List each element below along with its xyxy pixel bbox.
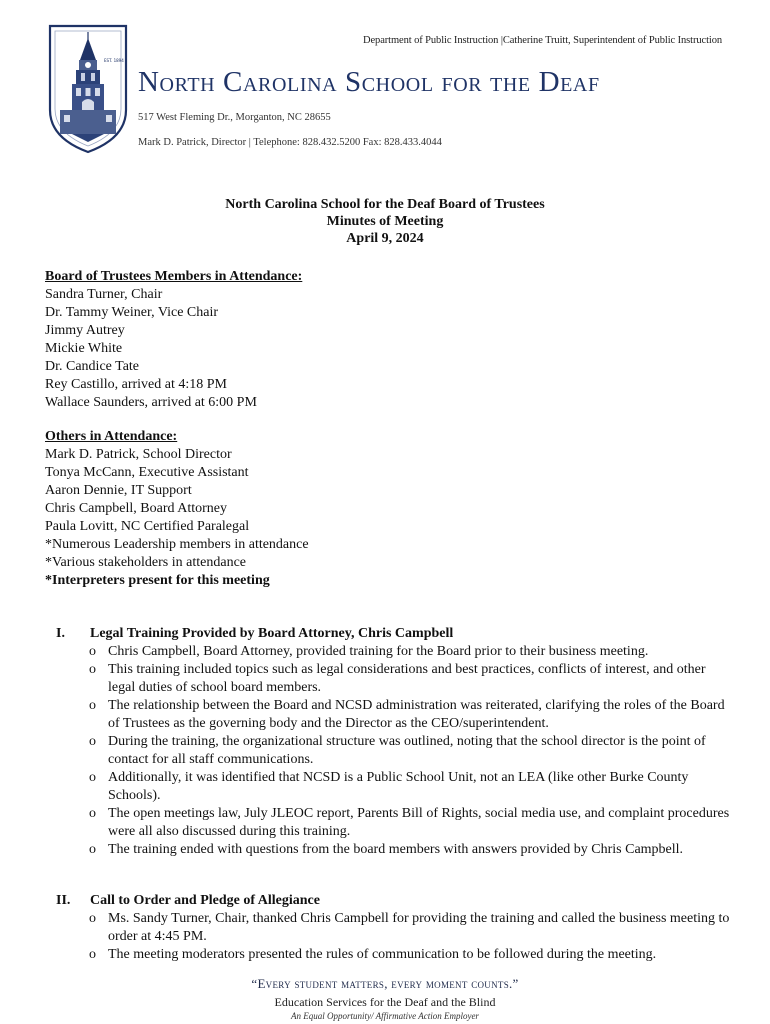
section-number: II. <box>56 893 71 908</box>
bullet-list <box>56 643 736 859</box>
list-item: o The meeting moderators presented the rules of communication to be followed during the meeting. <box>89 946 736 964</box>
list-item: o Ms. Sandy Turner, Chair, thanked Chris Campbell for providing the training and called the business meeting to order at 4:45 PM. <box>89 910 736 946</box>
attendee: Mark D. Patrick, School Director <box>45 447 232 462</box>
section-title: Legal Training Provided by Board Attorney, Chris Campbell <box>90 626 454 641</box>
others-attendance-heading: Others in Attendance: <box>45 429 178 444</box>
attendee: Tonya McCann, Executive Assistant <box>45 465 249 480</box>
footer-motto: “Every student matters, every moment counts.” <box>251 976 519 991</box>
bullet-list <box>56 910 736 964</box>
title-line-3: April 9, 2024 <box>346 231 424 246</box>
attendee: *Numerous Leadership members in attendance <box>45 537 309 552</box>
school-name: North Carolina School for the Deaf <box>138 66 600 98</box>
board-member: Rey Castillo, arrived at 4:18 PM <box>45 377 227 392</box>
board-member: Sandra Turner, Chair <box>45 287 163 302</box>
section-number: I. <box>56 626 65 641</box>
department-line: Department of Public Instruction |Catherine Truitt, Superintendent of Public Instruction <box>363 35 722 46</box>
attendee: Chris Campbell, Board Attorney <box>45 501 227 516</box>
list-item: o This training included topics such as legal considerations and best practices, conflicts of interest, and other legal duties of school board members. <box>89 661 736 697</box>
list-item: o The relationship between the Board and NCSD administration was reiterated, clarifying the roles of the Board of Trustees as the governing body and the Director as the CEO/superintendent. <box>89 697 736 733</box>
board-member: Dr. Candice Tate <box>45 359 140 374</box>
title-line-1: North Carolina School for the Deaf Board of Trustees <box>225 197 545 212</box>
others-attendance <box>45 428 309 590</box>
board-member: Jimmy Autrey <box>45 323 125 338</box>
attendee: Aaron Dennie, IT Support <box>45 483 192 498</box>
board-member: Wallace Saunders, arrived at 6:00 PM <box>45 395 257 410</box>
board-member: Mickie White <box>45 341 123 356</box>
agenda-section-2 <box>56 892 736 964</box>
school-address: 517 West Fleming Dr., Morganton, NC 28655 <box>138 112 331 123</box>
attendee: *Various stakeholders in attendance <box>45 555 246 570</box>
section-heading <box>56 625 736 643</box>
list-item: o During the training, the organizational structure was outlined, noting that the school director is the point of contact for all staff communications. <box>89 733 736 769</box>
list-item: o Additionally, it was identified that NCSD is a Public School Unit, not an LEA (like other Burke County Schools). <box>89 769 736 805</box>
document-title <box>0 196 770 247</box>
board-attendance <box>45 268 302 412</box>
interpreters-note: *Interpreters present for this meeting <box>45 573 270 588</box>
agenda-section-1 <box>56 625 736 859</box>
attendee: Paula Lovitt, NC Certified Paralegal <box>45 519 250 534</box>
title-line-2: Minutes of Meeting <box>326 214 444 229</box>
board-member: Dr. Tammy Weiner, Vice Chair <box>45 305 219 320</box>
footer-division: Education Services for the Deaf and the Blind <box>274 995 496 1009</box>
school-contact: Mark D. Patrick, Director | Telephone: 828.432.5200 Fax: 828.433.4044 <box>138 137 442 148</box>
list-item: o The open meetings law, July JLEOC report, Parents Bill of Rights, social media use, and complaint procedures were all also discussed during this training. <box>89 805 736 841</box>
crest-text: EST. 1894 <box>104 58 124 63</box>
list-item: o Chris Campbell, Board Attorney, provided training for the Board prior to their business meeting. <box>89 643 736 661</box>
board-attendance-heading: Board of Trustees Members in Attendance: <box>45 269 303 284</box>
school-crest-logo <box>46 22 130 154</box>
section-heading <box>56 892 736 910</box>
section-title: Call to Order and Pledge of Allegiance <box>90 893 320 908</box>
footer-eeo-statement: An Equal Opportunity/ Affirmative Action Employer <box>291 1011 479 1021</box>
list-item: o The training ended with questions from the board members with answers provided by Chris Campbell. <box>89 841 736 859</box>
